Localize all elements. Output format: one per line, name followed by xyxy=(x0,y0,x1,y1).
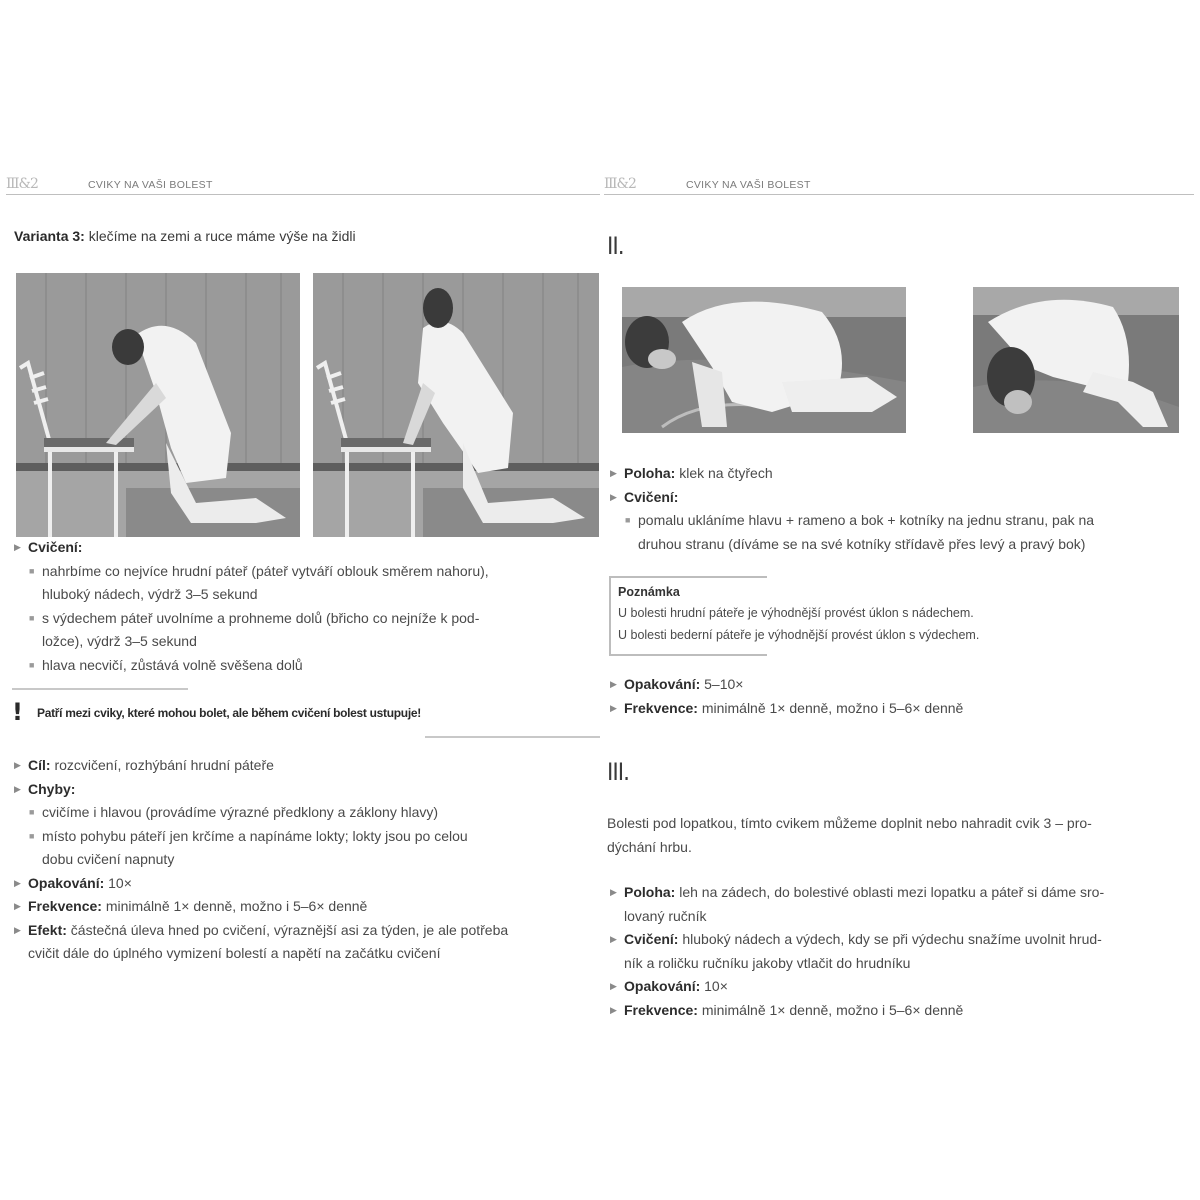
list-item-exercise xyxy=(610,486,1195,510)
list-item-effect xyxy=(14,919,594,943)
note-title: Poznámka xyxy=(618,585,680,599)
sub-item-text: místo pohybu páteří jen krčíme a napínáme lokty; lokty jsou po celou xyxy=(42,827,468,844)
note-line: U bolesti bederní páteře je výhodnější provést úklon s výdechem. xyxy=(618,628,980,642)
running-head-title: CVIKY NA VAŠI BOLEST xyxy=(88,179,213,191)
frequency-label: Frekvence: xyxy=(624,1001,698,1018)
list-item-effect-continued xyxy=(14,942,594,966)
sub-item-text: hluboký nádech, výdrž 3–5 sekund xyxy=(42,586,258,602)
variant-heading xyxy=(14,228,356,244)
frequency-text: minimálně 1× denně, možno i 5–6× denně xyxy=(101,898,368,914)
sub-item-text: ložce), výdrž 3–5 sekund xyxy=(42,633,197,649)
bullet-triangle-icon: ▶ xyxy=(14,542,21,552)
sub-item-text: s výdechem páteř uvolníme a prohneme dolů (břicho co nejníže k pod- xyxy=(42,609,480,626)
bullet-square-icon: ■ xyxy=(29,612,35,623)
list-item-goal xyxy=(14,754,594,778)
exercise-photo-4 xyxy=(973,287,1179,433)
frequency-label: Frekvence: xyxy=(28,898,102,914)
bullet-triangle-icon: ▶ xyxy=(610,468,617,478)
sub-item-continued xyxy=(14,583,594,607)
sub-item-continued xyxy=(14,848,594,872)
sub-item-text: cvičíme i hlavou (provádíme výrazné předklony a záklony hlavy) xyxy=(42,804,439,820)
bullet-square-icon: ■ xyxy=(29,659,35,670)
divider-rule xyxy=(425,736,600,738)
list-item-position xyxy=(610,462,1195,486)
effect-text: cvičit dále do úplného vymizení bolestí a napětí na začátku cvičení xyxy=(28,945,441,961)
publisher-logo: Ⅲ&2 xyxy=(6,176,38,192)
position-label: Poloha: xyxy=(624,465,676,481)
bullet-triangle-icon: ▶ xyxy=(14,783,21,794)
details-list xyxy=(14,754,594,966)
divider-rule xyxy=(12,688,188,690)
goal-label: Cíl: xyxy=(28,757,51,773)
exercise-list xyxy=(14,536,594,677)
repetition-label: Opakování: xyxy=(624,978,701,994)
bullet-triangle-icon: ▶ xyxy=(14,877,21,888)
bullet-triangle-icon: ▶ xyxy=(610,679,617,689)
right-page xyxy=(600,0,1200,1200)
list-item-exercise xyxy=(610,928,1195,952)
sub-item-text: hlava necvičí, zůstává volně svěšena dolů xyxy=(42,656,303,673)
list-item-exercise xyxy=(14,536,594,560)
exercise-text: ník a roličku ručníku jakoby vtlačit do hrudníku xyxy=(624,954,911,971)
variant-text: klečíme na zemi a ruce máme výše na židli xyxy=(84,228,356,244)
bullet-square-icon: ■ xyxy=(29,807,35,817)
sub-item-continued xyxy=(610,533,1195,557)
section-number-3: III. xyxy=(607,758,629,786)
effect-label: Efekt: xyxy=(28,921,67,938)
section3-list xyxy=(610,881,1195,1022)
sub-item-text: druhou stranu (díváme se na své kotníky střídavě přes levý a pravý bok) xyxy=(638,535,1086,552)
section3-intro xyxy=(607,812,1192,859)
repetition-text: 5–10× xyxy=(700,676,744,692)
frequency-text: minimálně 1× denně, možno i 5–6× denně xyxy=(697,1001,964,1018)
variant-label: Varianta 3: xyxy=(14,228,85,244)
bullet-triangle-icon: ▶ xyxy=(610,887,617,897)
mistakes-label: Chyby: xyxy=(28,780,76,797)
frequency-text: minimálně 1× denně, možno i 5–6× denně xyxy=(697,699,964,716)
bullet-triangle-icon: ▶ xyxy=(610,491,617,502)
position-text: lovaný ručník xyxy=(624,907,707,924)
repetition-text: 10× xyxy=(700,978,728,994)
exercise-photo-1 xyxy=(16,273,300,537)
list-item-repetition xyxy=(14,872,594,896)
bullet-square-icon: ■ xyxy=(29,830,35,841)
list-item-repetition xyxy=(610,673,1195,697)
list-item-frequency xyxy=(610,697,1195,721)
sub-item xyxy=(14,654,594,678)
sub-item-text: dobu cvičení napnuty xyxy=(42,851,175,867)
section2-details xyxy=(610,673,1195,720)
sub-item-continued xyxy=(14,630,594,654)
bullet-triangle-icon: ▶ xyxy=(610,981,617,991)
exercise-label: Cvičení: xyxy=(624,931,679,947)
position-label: Poloha: xyxy=(624,884,676,900)
exercise-label: Cvičení: xyxy=(28,539,83,555)
list-item-frequency xyxy=(610,999,1195,1023)
goal-text: rozcvičení, rozhýbání hrudní páteře xyxy=(50,757,274,773)
list-item-frequency xyxy=(14,895,594,919)
intro-line: dýchání hrbu. xyxy=(607,838,692,855)
repetition-text: 10× xyxy=(104,874,132,891)
list-item-position-continued xyxy=(610,905,1195,929)
repetition-label: Opakování: xyxy=(624,676,701,692)
sub-item xyxy=(14,560,594,584)
sub-item xyxy=(14,607,594,631)
list-item-exercise-continued xyxy=(610,952,1195,976)
position-text: klek na čtyřech xyxy=(675,465,773,481)
bullet-triangle-icon: ▶ xyxy=(14,760,21,770)
bullet-square-icon: ■ xyxy=(625,515,631,525)
warning-text: Patří mezi cviky, které mohou bolet, ale během cvičení bolest ustupuje! xyxy=(37,706,421,720)
bullet-triangle-icon: ▶ xyxy=(610,934,617,944)
sub-item xyxy=(610,509,1195,533)
intro-line: Bolesti pod lopatkou, tímto cvikem můžeme doplnit nebo nahradit cvik 3 – pro- xyxy=(607,815,1092,831)
publisher-logo: Ⅲ&2 xyxy=(604,176,636,192)
sub-item-text: nahrbíme co nejvíce hrudní páteř (páteř vytváří oblouk směrem nahoru), xyxy=(42,562,489,579)
note-line: U bolesti hrudní páteře je výhodnější provést úklon s nádechem. xyxy=(618,606,974,620)
bullet-triangle-icon: ▶ xyxy=(610,1004,617,1015)
exercise-text: hluboký nádech a výdech, kdy se při výdechu snažíme uvolnit hrud- xyxy=(678,931,1102,947)
bullet-triangle-icon: ▶ xyxy=(14,901,21,911)
sub-item-text: pomalu ukláníme hlavu + rameno a bok + kotníky na jednu stranu, pak na xyxy=(638,512,1095,528)
repetition-label: Opakování: xyxy=(28,874,105,891)
sub-item xyxy=(14,825,594,849)
bullet-triangle-icon: ▶ xyxy=(610,702,617,713)
section-number-2: II. xyxy=(607,232,624,260)
running-head xyxy=(6,176,600,195)
exercise-photo-2 xyxy=(313,273,599,537)
section2-list xyxy=(610,462,1195,556)
bullet-square-icon: ■ xyxy=(29,565,35,576)
bullet-triangle-icon: ▶ xyxy=(14,924,21,935)
sub-item xyxy=(14,801,594,825)
running-head-title: CVIKY NA VAŠI BOLEST xyxy=(686,179,811,191)
exclamation-icon: ! xyxy=(12,698,23,726)
effect-text: částečná úleva hned po cvičení, výraznější asi za týden, je ale potřeba xyxy=(66,921,509,938)
exercise-label: Cvičení: xyxy=(624,488,679,505)
list-item-repetition xyxy=(610,975,1195,999)
list-item-mistakes xyxy=(14,778,594,802)
list-item-position xyxy=(610,881,1195,905)
running-head xyxy=(604,176,1194,195)
exercise-photo-3 xyxy=(622,287,906,433)
frequency-label: Frekvence: xyxy=(624,699,698,716)
position-text: leh na zádech, do bolestivé oblasti mezi lopatku a páteř si dáme sro- xyxy=(675,884,1105,900)
